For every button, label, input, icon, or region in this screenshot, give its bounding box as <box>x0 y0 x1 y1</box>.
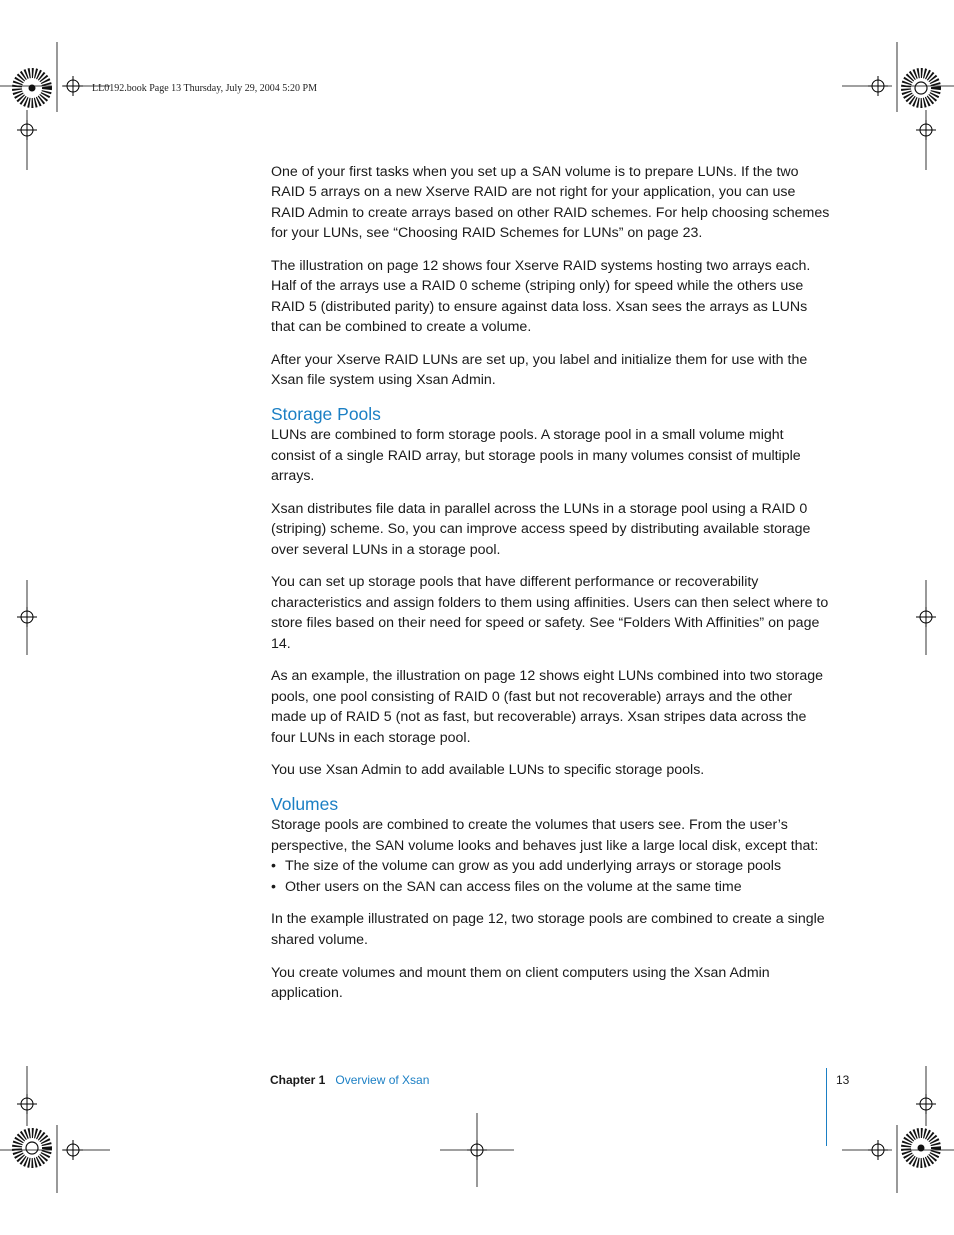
volumes-paragraph-1: In the example illustrated on page 12, two storage pools are combined to create a single shared volume. <box>271 911 825 948</box>
volumes-bullet-list <box>271 856 831 897</box>
page-body <box>271 162 831 1016</box>
storage-pools-paragraph-2: Xsan distributes file data in parallel across the LUNs in a storage pool using a RAID 0 (striping) scheme. So, you can improve access speed by distributing available storage over several LUNs in a storage pool. <box>271 500 811 558</box>
storage-pools-paragraph-1: LUNs are combined to form storage pools. A storage pool in a small volume might consist of a single RAID array, but storage pools in many volumes consist of multiple arrays. <box>271 427 801 485</box>
footer-divider <box>826 1068 827 1146</box>
footer-chapter <box>270 1073 429 1087</box>
list-item: • The size of the volume can grow as you add underlying arrays or storage pools <box>271 856 831 876</box>
storage-pools-paragraph-5: You use Xsan Admin to add available LUNs to specific storage pools. <box>271 762 705 779</box>
volumes-lead: Storage pools are combined to create the volumes that users see. From the user’s perspective, the SAN volume looks and behaves just like a large local disk, except that: <box>271 817 819 854</box>
storage-pools-heading: Storage Pools <box>271 404 381 425</box>
intro-paragraph-2: The illustration on page 12 shows four Xserve RAID systems hosting two arrays each. Half of the arrays use a RAID 0 scheme (striping only) for speed while the others use RAID 5 (distributed parity) to ensure against data loss. Xsan sees the arrays as LUNs that can be combined to create a volume. <box>271 258 811 336</box>
print-slug: LL0192.book Page 13 Thursday, July 29, 2004 5:20 PM <box>92 83 317 94</box>
storage-pools-paragraph-3: You can set up storage pools that have different performance or recoverability characteristics and assign folders to them using affinities. Users can then select where to store files based on their need for speed or safety. See “Folders With Affinities” on page 14. <box>271 574 829 652</box>
intro-paragraph-1: One of your first tasks when you set up a SAN volume is to prepare LUNs. If the two RAID 5 arrays on a new Xserve RAID are not right for your application, you can use RAID Admin to create arrays based on other RAID schemes. For help choosing schemes for your LUNs, see “Choosing RAID Schemes for LUNs” on page 23. <box>271 164 830 242</box>
chapter-title: Overview of Xsan <box>335 1073 430 1087</box>
chapter-label: Chapter 1 <box>270 1073 326 1087</box>
list-item: • Other users on the SAN can access files on the volume at the same time <box>271 877 831 897</box>
volumes-paragraph-2: You create volumes and mount them on client computers using the Xsan Admin application. <box>271 964 770 1001</box>
volumes-heading: Volumes <box>271 794 339 815</box>
storage-pools-paragraph-4: As an example, the illustration on page 12 shows eight LUNs combined into two storage pools, one pool consisting of RAID 0 (fast but not recoverable) arrays and the other made up of RAID 5 (not as fast, but recoverable) arrays. Xsan stripes data across the four LUNs in each storage pool. <box>271 668 824 746</box>
page-number: 13 <box>836 1073 850 1087</box>
intro-paragraph-3: After your Xserve RAID LUNs are set up, you label and initialize them for use with the Xsan file system using Xsan Admin. <box>271 352 808 389</box>
